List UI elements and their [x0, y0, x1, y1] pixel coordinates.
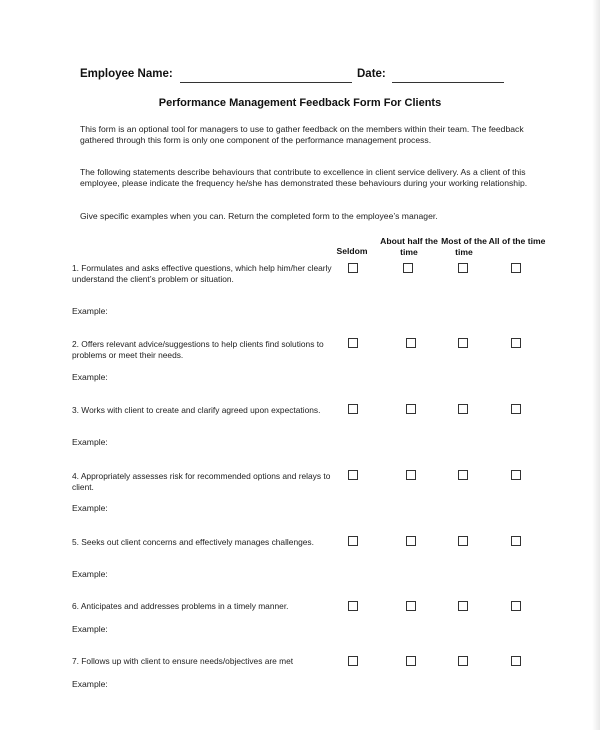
item-6-about-half-checkbox[interactable]: [406, 601, 416, 611]
item-4-example-label: Example:: [72, 503, 108, 513]
item-6-most-checkbox[interactable]: [458, 601, 468, 611]
item-6-example-label: Example:: [72, 624, 108, 634]
item-7-most-checkbox[interactable]: [458, 656, 468, 666]
column-about-half: About half the time: [380, 236, 438, 257]
item-2-most-checkbox[interactable]: [458, 338, 468, 348]
employee-name-field[interactable]: [180, 82, 352, 83]
item-1-most-checkbox[interactable]: [458, 263, 468, 273]
item-3-example-label: Example:: [72, 437, 108, 447]
item-1-all-checkbox[interactable]: [511, 263, 521, 273]
item-5-all-checkbox[interactable]: [511, 536, 521, 546]
item-7-example-label: Example:: [72, 679, 108, 689]
item-2-all-checkbox[interactable]: [511, 338, 521, 348]
item-7-text: 7. Follows up with client to ensure needs/objectives are met: [72, 656, 294, 666]
item-1-about-half-checkbox[interactable]: [403, 263, 413, 273]
item-2-example-label: Example:: [72, 372, 108, 382]
item-1-seldom-checkbox[interactable]: [348, 263, 358, 273]
item-6-seldom-checkbox[interactable]: [348, 601, 358, 611]
item-3-most-checkbox[interactable]: [458, 404, 468, 414]
item-4-seldom-checkbox[interactable]: [348, 470, 358, 480]
item-6-text: 6. Anticipates and addresses problems in a timely manner.: [72, 601, 289, 611]
column-all: All of the time: [488, 236, 546, 246]
item-7-seldom-checkbox[interactable]: [348, 656, 358, 666]
item-7-all-checkbox[interactable]: [511, 656, 521, 666]
item-5-seldom-checkbox[interactable]: [348, 536, 358, 546]
item-2-about-half-checkbox[interactable]: [406, 338, 416, 348]
column-most: Most of the time: [441, 236, 487, 257]
item-4-most-checkbox[interactable]: [458, 470, 468, 480]
item-5-example-label: Example:: [72, 569, 108, 579]
item-4-text: 4. Appropriately assesses risk for recommended options and relays to client.: [72, 471, 331, 492]
date-field[interactable]: [392, 82, 504, 83]
item-6-all-checkbox[interactable]: [511, 601, 521, 611]
intro-paragraph-1: This form is an optional tool for managers to use to gather feedback on the members within their team. The feedback gathered through this form is only one component of the performance management process.: [80, 124, 524, 145]
item-2-seldom-checkbox[interactable]: [348, 338, 358, 348]
form-title: Performance Management Feedback Form For Clients: [158, 97, 442, 109]
page-edge: [592, 0, 600, 730]
intro-paragraph-3: Give specific examples when you can. Return the completed form to the employee’s manager.: [80, 211, 438, 221]
item-4-all-checkbox[interactable]: [511, 470, 521, 480]
item-5-about-half-checkbox[interactable]: [406, 536, 416, 546]
item-5-most-checkbox[interactable]: [458, 536, 468, 546]
item-5-text: 5. Seeks out client concerns and effectively manages challenges.: [72, 537, 314, 547]
item-3-about-half-checkbox[interactable]: [406, 404, 416, 414]
item-3-seldom-checkbox[interactable]: [348, 404, 358, 414]
item-2-text: 2. Offers relevant advice/suggestions to help clients find solutions to problems or meet their needs.: [72, 339, 324, 360]
item-4-about-half-checkbox[interactable]: [406, 470, 416, 480]
employee-name-label: Employee Name:: [80, 68, 173, 80]
item-1-example-label: Example:: [72, 306, 108, 316]
item-3-all-checkbox[interactable]: [511, 404, 521, 414]
item-3-text: 3. Works with client to create and clarify agreed upon expectations.: [72, 405, 321, 415]
column-seldom: Seldom: [336, 246, 368, 256]
item-7-about-half-checkbox[interactable]: [406, 656, 416, 666]
date-label: Date:: [357, 68, 386, 80]
item-1-text: 1. Formulates and asks effective questions, which help him/her clearly understand the client’s problem or situation.: [72, 263, 332, 284]
intro-paragraph-2: The following statements describe behaviours that contribute to excellence in client service delivery. As a client of this employee, please indicate the frequency he/she has demonstrated these behaviours during your working relationship.: [80, 167, 528, 188]
